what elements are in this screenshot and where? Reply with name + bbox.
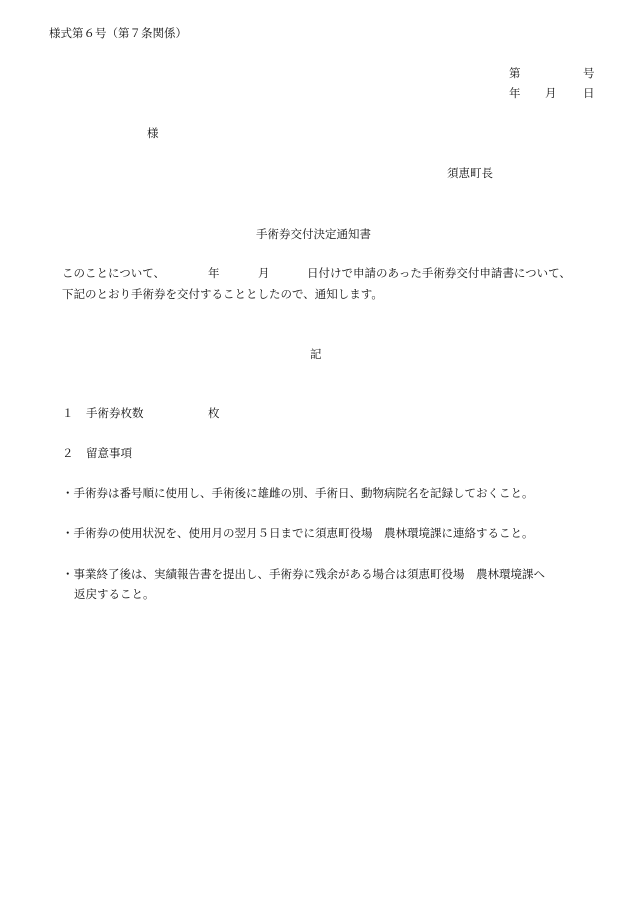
note-3-line1: ・事業終了後は、実績報告書を提出し、手術券に残余がある場合は須恵町役場 農林環境課へ — [62, 567, 545, 581]
body-line1-prefix: このことについて、 — [62, 266, 166, 280]
issuer-name: 須恵町長 — [447, 166, 493, 180]
form-label: 様式第６号（第７条関係） — [49, 26, 187, 40]
date-day: 日 — [583, 86, 595, 100]
body-line1-rest: 日付けで申請のあった手術券交付申請書について、 — [307, 266, 571, 280]
item2-number: ２ — [62, 446, 74, 460]
body-line1-month: 月 — [258, 266, 270, 280]
document-title: 手術券交付決定通知書 — [256, 227, 371, 241]
number-suffix: 号 — [583, 66, 595, 80]
note-3-line2: 返戻すること。 — [74, 587, 155, 601]
item1-label: 手術券枚数 — [86, 406, 144, 420]
number-prefix: 第 — [509, 66, 521, 80]
item1-unit: 枚 — [208, 406, 220, 420]
item2-label: 留意事項 — [86, 446, 132, 460]
ki-heading: 記 — [310, 347, 322, 361]
body-line2: 下記のとおり手術券を交付することとしたので、通知します。 — [62, 287, 383, 301]
addressee-honorific: 様 — [147, 126, 159, 140]
note-2: ・手術券の使用状況を、使用月の翌月５日までに須恵町役場 農林環境課に連絡すること。 — [62, 526, 534, 540]
date-year: 年 — [509, 86, 521, 100]
item1-number: １ — [62, 406, 74, 420]
date-month: 月 — [545, 86, 557, 100]
note-1: ・手術券は番号順に使用し、手術後に雄雌の別、手術日、動物病院名を記録しておくこと。 — [62, 486, 534, 500]
body-line1-year: 年 — [208, 266, 220, 280]
